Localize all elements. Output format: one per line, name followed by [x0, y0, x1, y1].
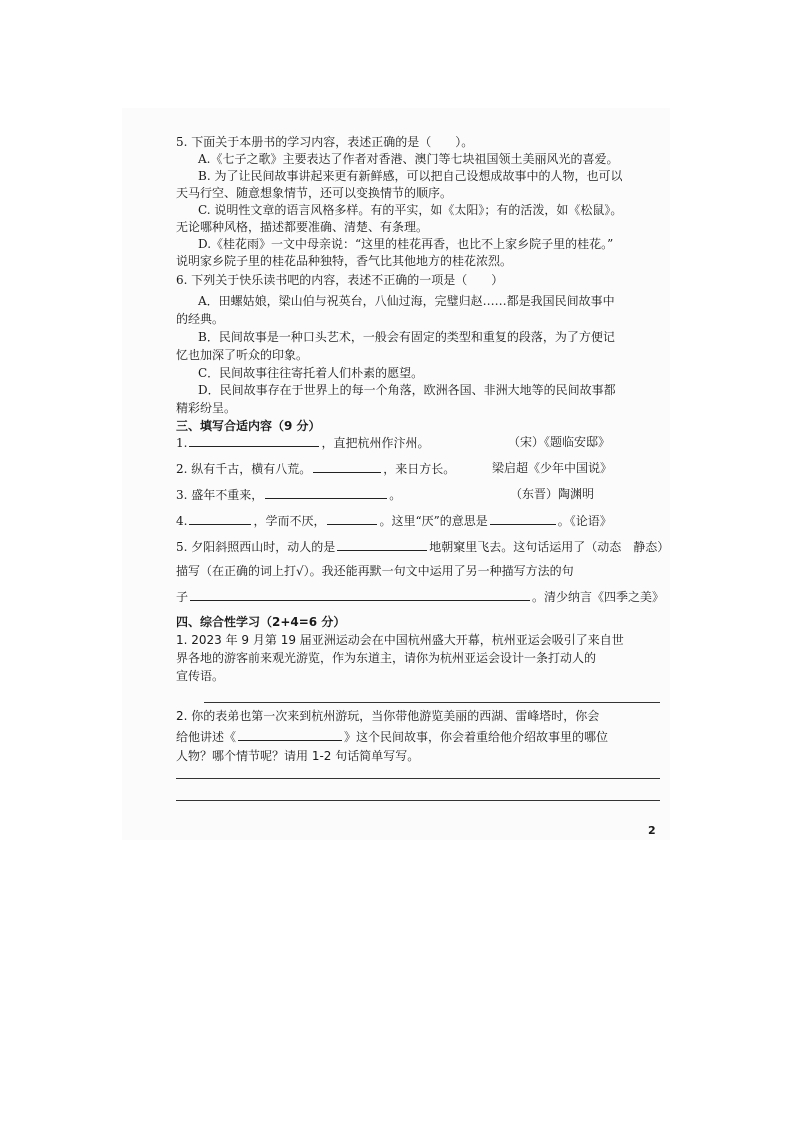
- fill-item-3-text-b: 。: [389, 488, 402, 502]
- section-4-item-1-line2: 界各地的游客前来观光游览，作为东道主，请你为杭州亚运会设计一条打动人的: [176, 651, 597, 665]
- fill-blank[interactable]: [265, 486, 387, 499]
- question-5-stem: 5. 下面关于本册书的学习内容，表述正确的是（ ）。: [176, 135, 474, 149]
- question-5-option-c-line1: C. 说明性文章的语言风格多样。有的平实，如《太阳》；有的活泼，如《松鼠》。: [198, 203, 623, 217]
- fill-item-1-number: 1.: [176, 436, 188, 450]
- fill-item-5-text-d: 。清少纳言《四季之美》: [532, 590, 665, 604]
- question-5-option-b-line1: B. 为了让民间故事讲起来更有新鲜感，可以把自己设想成故事中的人物，也可以: [198, 169, 623, 183]
- fill-item-3-text-a: 3. 盛年不重来，: [176, 488, 264, 502]
- fill-blank[interactable]: [313, 460, 381, 473]
- fill-item-4-text-a: ，学而不厌，: [253, 514, 326, 528]
- fill-blank[interactable]: [327, 512, 377, 525]
- section-3-heading: 三、填写合适内容（9 分）: [176, 419, 321, 433]
- fill-item-1-text: ，直把杭州作汴州。: [321, 436, 430, 450]
- fill-item-5-text-a: 5. 夕阳斜照西山时，动人的是: [176, 540, 336, 554]
- section-4-item-1-line1: 1. 2023 年 9 月第 19 届亚洲运动会在中国杭州盛大开幕，杭州亚运会吸引了来自世: [176, 633, 624, 647]
- fill-item-1-source: （宋）《题临安邸》: [508, 435, 611, 449]
- fill-item-5-line1: [176, 538, 669, 555]
- section-4-heading: 四、综合性学习（2+4=6 分）: [176, 615, 346, 629]
- fill-item-4-number: 4.: [176, 514, 188, 528]
- fill-blank[interactable]: [490, 512, 556, 525]
- question-6-option-b-line1: B．民间故事是一种口头艺术，一般会有固定的类型和重复的段落，为了方便记: [198, 330, 615, 344]
- answer-line[interactable]: [176, 778, 660, 779]
- fill-item-5-line2: 描写（在正确的词上打√）。我还能再默一句文中运用了另一种描写方法的句: [176, 564, 574, 578]
- question-6-option-a-line2: 的经典。: [176, 312, 225, 326]
- question-6-option-d-line1: D．民间故事存在于世界上的每一个角落，欧洲各国、非洲大地等的民间故事都: [198, 383, 616, 397]
- answer-line[interactable]: [204, 702, 660, 703]
- fill-item-4: [176, 512, 612, 529]
- fill-item-5-text-c: 子: [176, 590, 189, 604]
- section-4-item-2-text-a: 给他讲述《: [176, 730, 237, 744]
- fill-blank[interactable]: [190, 588, 530, 601]
- question-5-option-b-line2: 天马行空、随意想象情节，还可以变换情节的顺序。: [176, 186, 453, 200]
- fill-blank[interactable]: [189, 512, 251, 525]
- fill-item-2-text-b: ，来日方长。: [383, 462, 456, 476]
- section-4-item-2-line3: 人物？哪个情节呢？请用 1-2 句话简单写写。: [176, 749, 420, 763]
- answer-line[interactable]: [176, 800, 660, 801]
- question-5-option-c-line2: 无论哪种风格，描述都要准确、清楚、有条理。: [176, 220, 429, 234]
- fill-blank[interactable]: [337, 538, 427, 551]
- fill-item-2-text-a: 2. 纵有千古，横有八荒。: [176, 462, 312, 476]
- fill-item-5-line3: [176, 588, 664, 605]
- fill-blank[interactable]: [238, 728, 342, 741]
- fill-item-2: [176, 460, 455, 477]
- fill-blank[interactable]: [189, 434, 319, 447]
- page-number: 2: [648, 824, 656, 837]
- question-5-option-a: A.《七子之歌》主要表达了作者对香港、澳门等七块祖国领土美丽风光的喜爱。: [198, 152, 619, 166]
- fill-item-1: [176, 434, 429, 451]
- question-6-option-a-line1: A．田螺姑娘，梁山伯与祝英台，八仙过海，完璧归赵……都是我国民间故事中: [198, 294, 615, 308]
- fill-item-3: [176, 486, 401, 503]
- section-4-item-2-line2: [176, 728, 608, 745]
- section-4-item-2-line1: 2. 你的表弟也第一次来到杭州游玩，当你带他游览美丽的西湖、雷峰塔时，你会: [176, 709, 600, 723]
- fill-item-5-text-b: 地朝窠里飞去。这句话运用了（动态 静态）: [429, 540, 670, 554]
- question-5-option-d-line1: D.《桂花雨》一文中母亲说：“这里的桂花再香，也比不上家乡院子里的桂花。”: [198, 237, 614, 251]
- question-6-option-b-line2: 忆也加深了听众的印象。: [176, 348, 309, 362]
- section-4-item-2-text-b: 》这个民间故事，你会着重给他介绍故事里的哪位: [344, 730, 609, 744]
- question-6-stem: 6. 下列关于快乐读书吧的内容，表述不正确的一项是（ ）: [176, 273, 504, 287]
- question-5-option-d-line2: 说明家乡院子里的桂花品种独特，香气比其他地方的桂花浓烈。: [176, 254, 513, 268]
- fill-item-2-source: 梁启超《少年中国说》: [492, 461, 613, 475]
- fill-item-4-text-c: 。《论语》: [557, 514, 612, 528]
- question-6-option-d-line2: 精彩纷呈。: [176, 401, 237, 415]
- question-6-option-c: C．民间故事往往寄托着人们朴素的愿望。: [198, 366, 424, 380]
- fill-item-4-text-b: 。这里“厌”的意思是: [379, 514, 488, 528]
- section-4-item-1-line3: 宣传语。: [176, 669, 225, 683]
- fill-item-3-source: （东晋）陶渊明: [510, 487, 595, 501]
